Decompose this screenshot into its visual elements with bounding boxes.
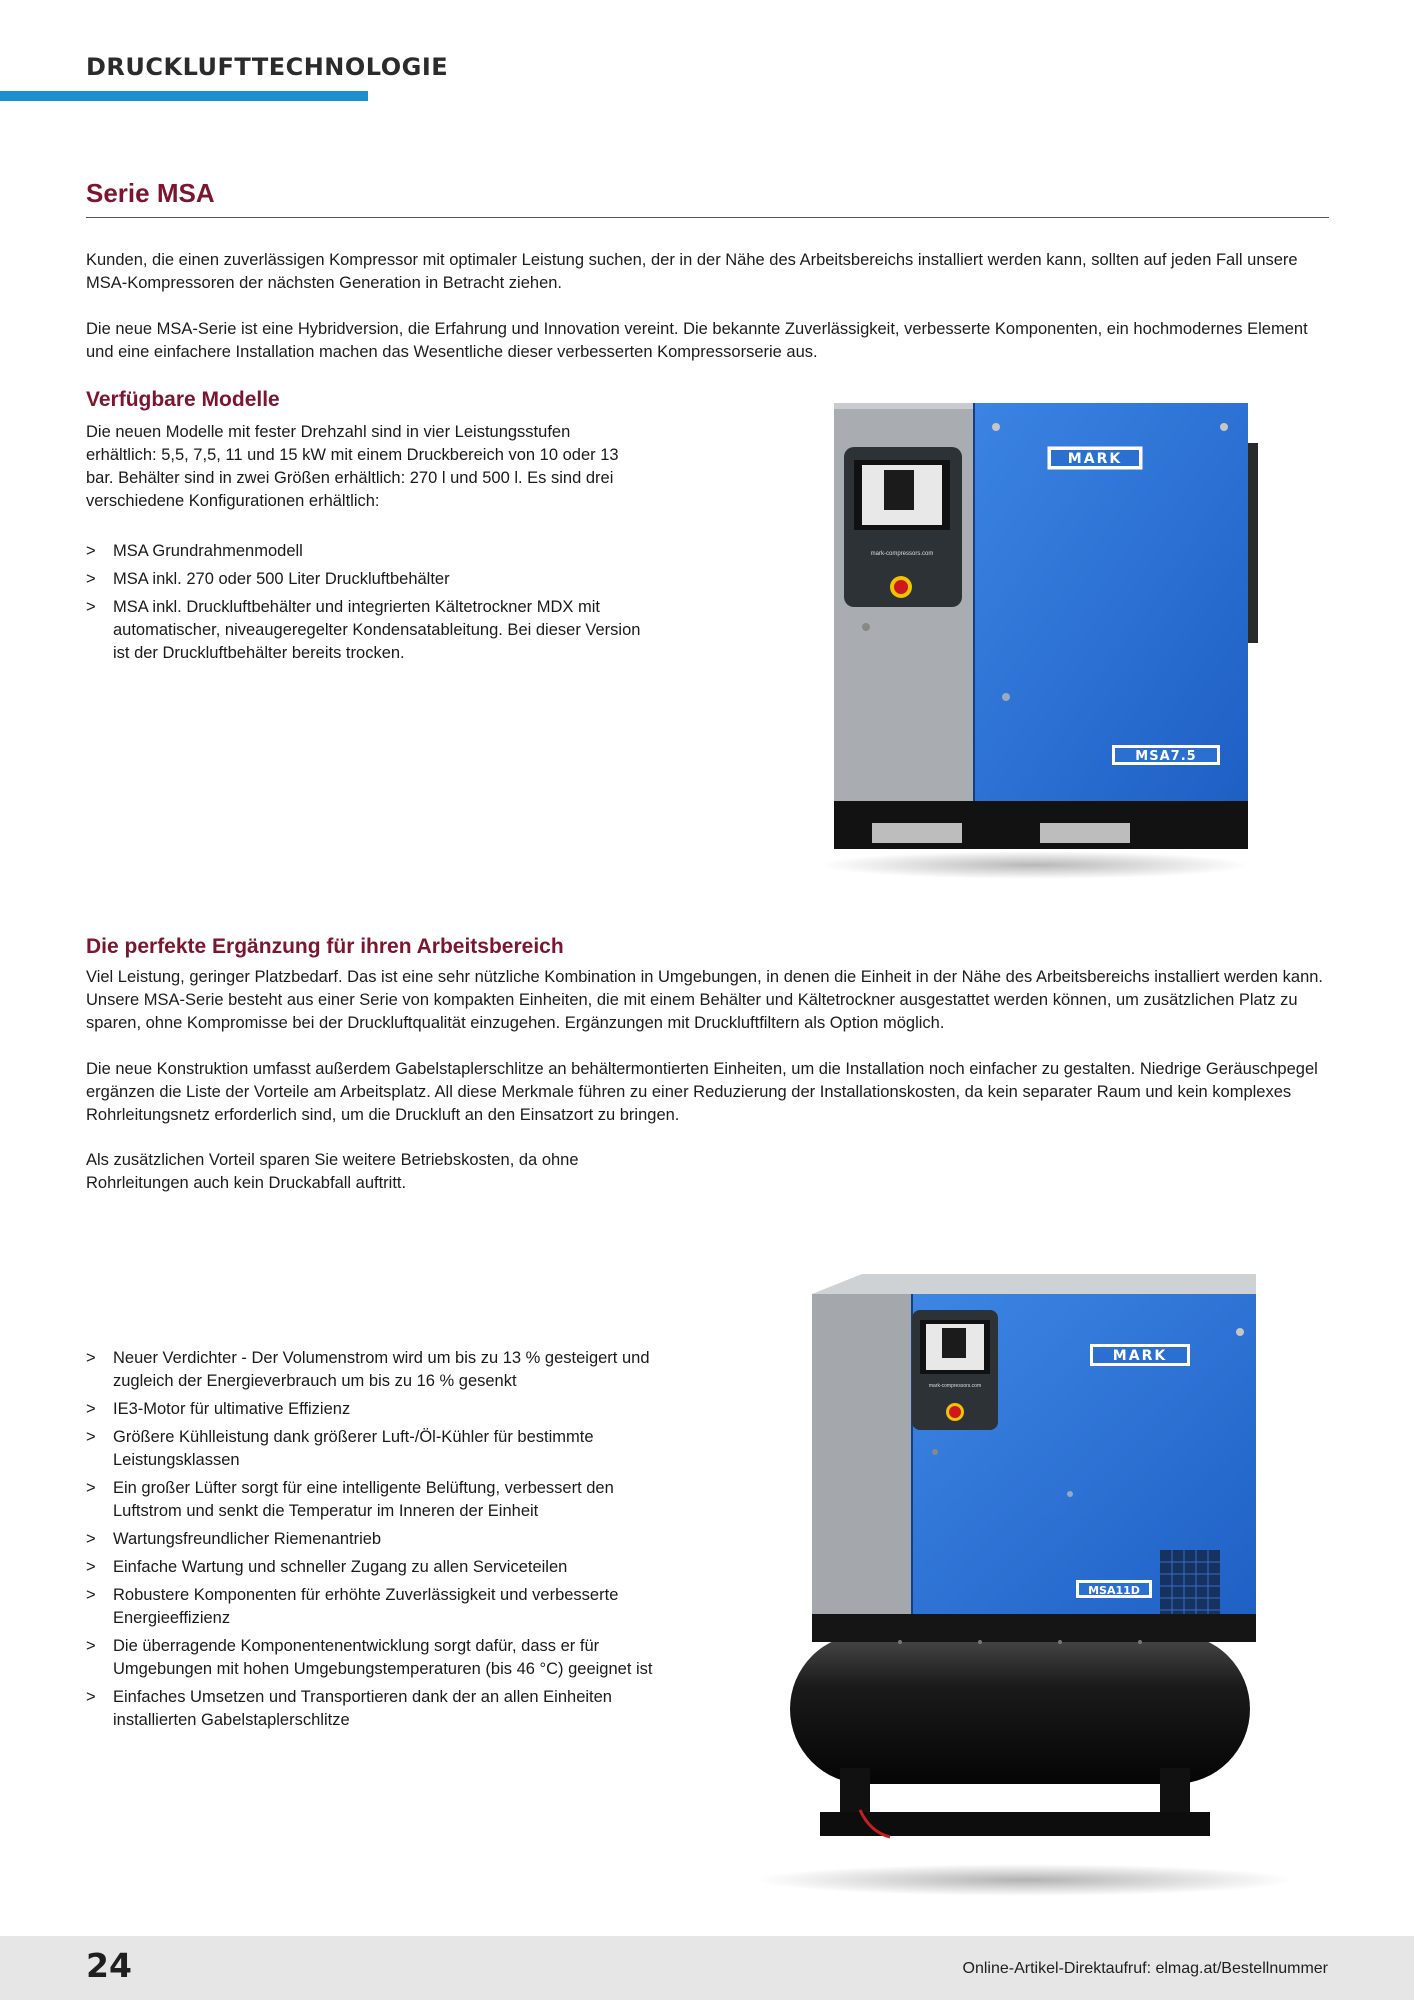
header-accent-bar	[0, 91, 368, 101]
footer-link-text: Online-Artikel-Direktaufruf: elmag.at/Bestellnummer	[962, 1960, 1328, 1977]
list-item: > Einfaches Umsetzen und Transportieren dank der an allen Einheiten installierten Gabelstaplerschlitze	[86, 1688, 612, 1729]
section-title: Serie MSA	[86, 178, 215, 208]
brand-logo: MARK	[1112, 1348, 1168, 1364]
bullet-arrow: >	[86, 570, 96, 588]
list-item: > MSA Grundrahmenmodell	[86, 540, 646, 563]
complement-paragraph-3: Als zusätzlichen Vorteil sparen Sie weitere Betriebskosten, da ohne Rohrleitungen auch kein Druckabfall auftritt.	[86, 1151, 579, 1192]
header-title: DRUCKLUFTTECHNOLOGIE	[86, 53, 449, 81]
page-footer	[0, 1936, 1414, 2000]
list-item: > MSA inkl. 270 oder 500 Liter Druckluftbehälter	[86, 568, 646, 591]
list-item: > Einfache Wartung und schneller Zugang zu allen Serviceteilen	[86, 1556, 686, 1579]
model-label: MSA11D	[1088, 1584, 1140, 1597]
list-item: > Die überragende Komponentenentwicklung sorgt dafür, dass er für Umgebungen mit hohen Umgebungstemperaturen (bis 46 °C) geeignet ist	[86, 1637, 653, 1678]
bullet-arrow: >	[86, 598, 96, 616]
screen-url-text: mark-compressors.com	[928, 1383, 982, 1389]
complement-paragraph-2: Die neue Konstruktion umfasst außerdem Gabelstaplerschlitze an behältermontierten Einheiten, um die Installation noch einfacher zu gestalten. Niedrige Geräuschpegel ergänzen die Liste der Vorteile am Arbeitsplatz. All diese Merkmale führen zu einer Reduzierung der Installationskosten, da kein separater Raum und kein komplexes Rohrleitungsnetz erforderlich sind, um die Druckluft an den Einsatzort zu bringen.	[86, 1060, 1318, 1124]
compressor-msa11d-tank-image	[720, 1262, 1320, 1902]
bullet-arrow: >	[86, 1586, 96, 1604]
features-list	[86, 1347, 686, 1737]
intro-paragraph-2: Die neue MSA-Serie ist eine Hybridversion, die Erfahrung und Innovation vereint. Die bekannte Zuverlässigkeit, verbesserte Komponenten, ein hochmodernes Element und eine einfachere Installation machen das Wesentliche dieser verbesserten Kompressorserie aus.	[86, 320, 1308, 361]
models-list	[86, 540, 646, 670]
models-heading: Verfügbare Modelle	[86, 388, 280, 411]
intro-paragraph-1: Kunden, die einen zuverlässigen Kompressor mit optimaler Leistung suchen, der in der Nähe des Arbeitsbereichs installiert werden kann, sollten auf jeden Fall unsere MSA-Kompressoren der nächsten Generation in Betracht ziehen.	[86, 251, 1298, 292]
models-paragraph: Die neuen Modelle mit fester Drehzahl sind in vier Leistungsstufen erhältlich: 5,5, 7,5, 11 und 15 kW mit einem Druckbereich von 10 oder 13 bar. Behälter sind in zwei Größen erhältlich: 270 l und 500 l. Es sind drei verschiedene Konfigurationen erhältlich:	[86, 423, 619, 510]
bullet-arrow: >	[86, 1688, 96, 1706]
bullet-arrow: >	[86, 1400, 96, 1418]
bullet-arrow: >	[86, 1479, 96, 1497]
bullet-arrow: >	[86, 1428, 96, 1446]
list-item: > IE3-Motor für ultimative Effizienz	[86, 1398, 686, 1421]
page-number: 24	[86, 1946, 132, 1985]
list-item: > Größere Kühlleistung dank größerer Luft-/Öl-Kühler für bestimmte Leistungsklassen	[86, 1428, 594, 1469]
complement-paragraph-1: Viel Leistung, geringer Platzbedarf. Das ist eine sehr nützliche Kombination in Umgebungen, in denen die Einheit in der Nähe des Arbeitsbereichs installiert werden kann. Unsere MSA-Serie besteht aus einer Serie von kompakten Einheiten, die mit einem Behälter und Kältetrockner ausgestattet werden können, um zusätzlichen Platz zu sparen, ohne Kompromisse bei der Druckluftqualität einzugehen. Ergänzungen mit Druckluftfiltern als Option möglich.	[86, 968, 1324, 1032]
list-item: > Wartungsfreundlicher Riemenantrieb	[86, 1528, 686, 1551]
bullet-arrow: >	[86, 1637, 96, 1655]
compressor-msa75-image	[810, 395, 1280, 885]
bullet-arrow: >	[86, 542, 96, 560]
complement-heading: Die perfekte Ergänzung für ihren Arbeitsbereich	[86, 935, 564, 958]
bullet-arrow: >	[86, 1349, 96, 1367]
model-label: MSA7.5	[1135, 749, 1197, 764]
list-item: > Neuer Verdichter - Der Volumenstrom wird um bis zu 13 % gesteigert und zugleich der Energieverbrauch um bis zu 16 % gesenkt	[86, 1349, 650, 1390]
section-divider	[86, 217, 1329, 218]
list-item: > Robustere Komponenten für erhöhte Zuverlässigkeit und verbesserte Energieeffizienz	[86, 1586, 619, 1627]
list-item: > Ein großer Lüfter sorgt für eine intelligente Belüftung, verbessert den Luftstrom und senkt die Temperatur im Inneren der Einheit	[86, 1479, 614, 1520]
list-item: > MSA inkl. Druckluftbehälter und integrierten Kältetrockner MDX mit automatischer, niveaugeregelter Kondensatableitung. Bei dieser Version ist der Druckluftbehälter bereits trocken.	[86, 598, 641, 662]
screen-url-text: mark-compressors.com	[870, 551, 934, 557]
bullet-arrow: >	[86, 1558, 96, 1576]
brand-logo: MARK	[1067, 451, 1123, 467]
bullet-arrow: >	[86, 1530, 96, 1548]
